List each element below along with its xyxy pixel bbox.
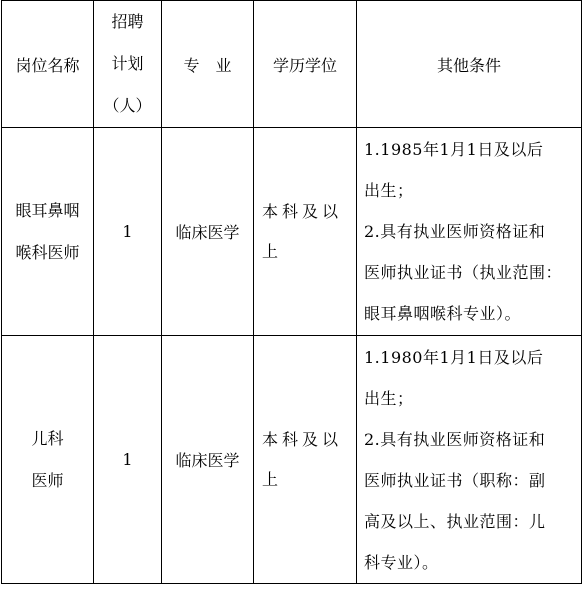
- position-line: 喉科医师: [15, 242, 80, 262]
- recruitment-table: [1, 0, 582, 584]
- condition-line: 2.具有执业医师资格证和: [364, 222, 546, 241]
- condition-line: 出生；: [364, 181, 414, 200]
- header-position: 岗位名称: [2, 1, 94, 128]
- quota-cell: 1: [94, 128, 162, 336]
- header-quota-line: （人）: [103, 96, 152, 115]
- conditions-cell: [357, 336, 582, 584]
- major-cell: 临床医学: [162, 128, 254, 336]
- education-line: 上: [262, 469, 283, 489]
- condition-line: 1.1980年1月1日及以后: [364, 347, 544, 367]
- education-cell: [254, 336, 357, 584]
- position-line: 医师: [31, 470, 64, 490]
- major-cell: 临床医学: [162, 336, 254, 584]
- education-line: 本科及以: [262, 429, 343, 449]
- condition-line: 医师执业证书（执业范围：: [364, 263, 563, 282]
- condition-line: 高及以上、执业范围：儿: [364, 511, 546, 531]
- header-quota-line: 计划: [111, 54, 144, 73]
- header-quota-line: 招聘: [111, 12, 144, 31]
- condition-line: 医师执业证书（职称：副: [364, 470, 546, 490]
- quota-cell: 1: [94, 336, 162, 584]
- header-quota: [94, 1, 162, 128]
- table-row: [2, 128, 582, 336]
- condition-line: 眼耳鼻咽喉科专业）。: [364, 304, 522, 323]
- condition-line: 1.1985年1月1日及以后: [364, 140, 544, 159]
- education-line: 上: [262, 241, 283, 261]
- position-cell: [2, 336, 94, 584]
- condition-line: 2.具有执业医师资格证和: [364, 429, 546, 449]
- position-line: 眼耳鼻咽: [15, 200, 80, 220]
- header-other: 其他条件: [357, 1, 582, 128]
- header-major: 专 业: [162, 1, 254, 128]
- conditions-cell: [357, 128, 582, 336]
- education-cell: [254, 128, 357, 336]
- header-education: 学历学位: [254, 1, 357, 128]
- condition-line: 出生；: [364, 388, 414, 408]
- condition-line: 科专业）。: [364, 552, 439, 572]
- education-line: 本科及以: [262, 201, 343, 221]
- table-row: [2, 336, 582, 584]
- position-cell: [2, 128, 94, 336]
- position-line: 儿科: [31, 428, 64, 448]
- header-row: [2, 1, 582, 128]
